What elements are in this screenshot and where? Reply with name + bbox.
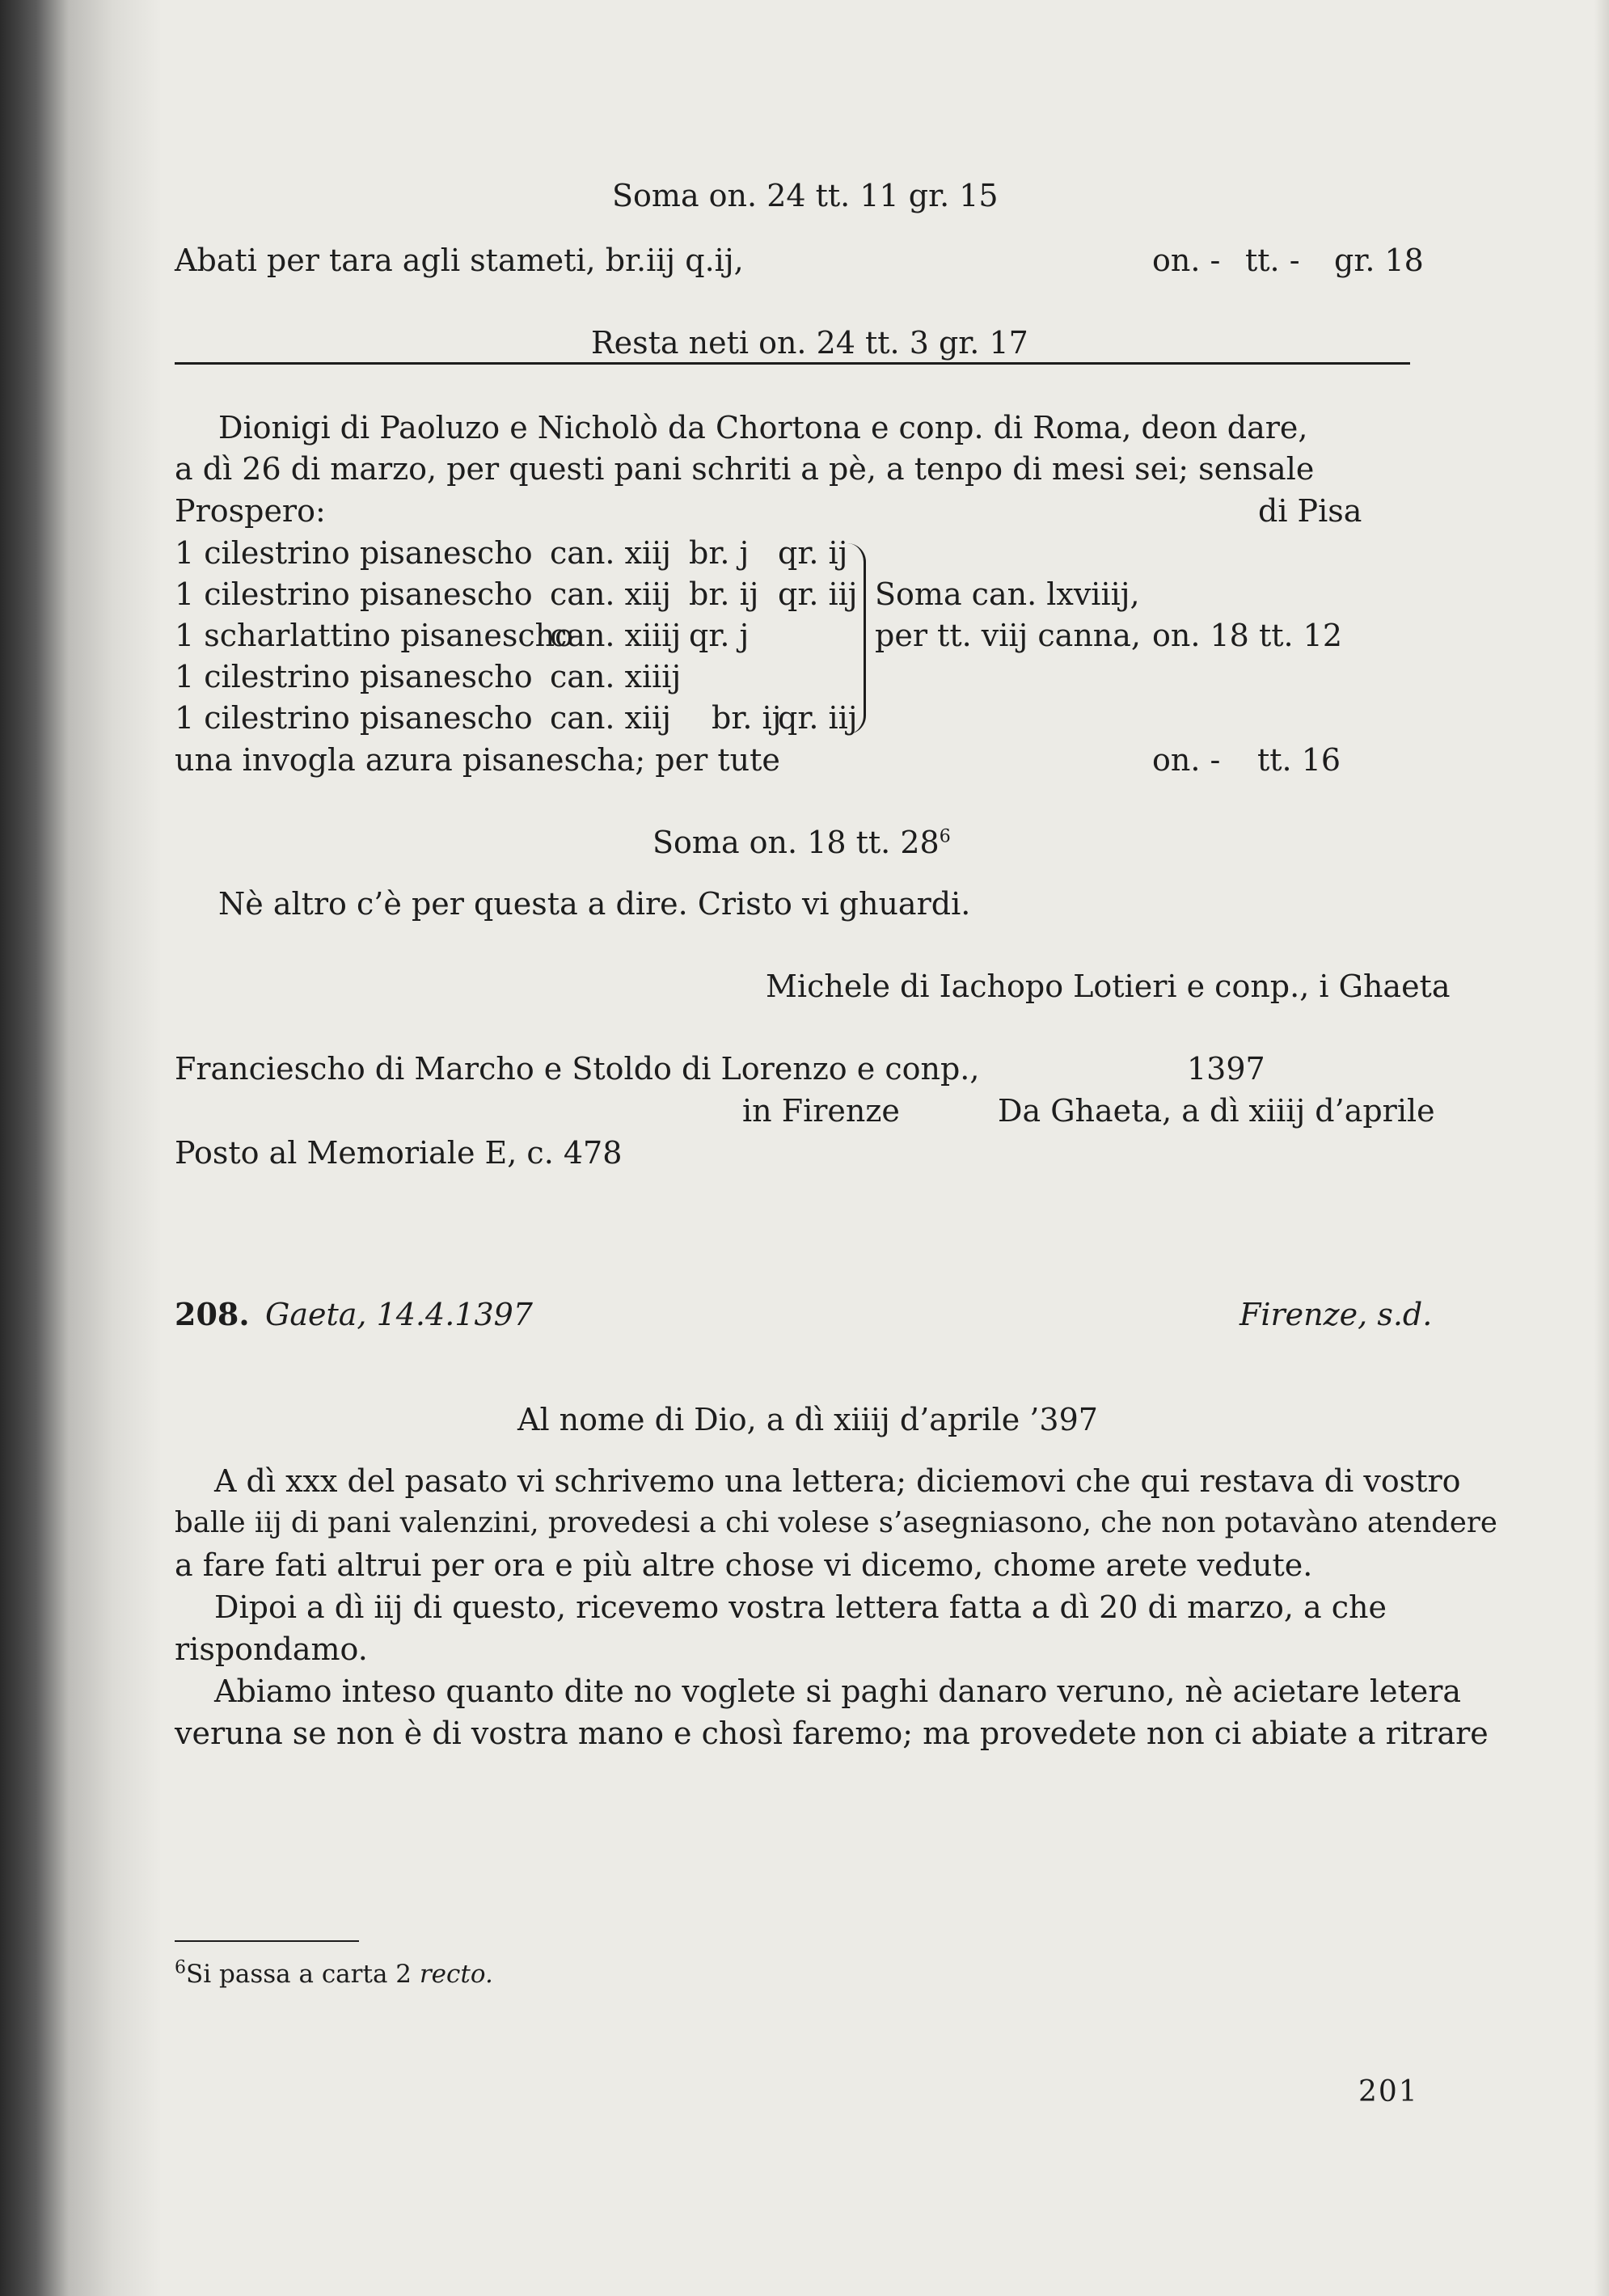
item-5-can: can. xiij <box>550 700 672 736</box>
di-pisa: di Pisa <box>1258 493 1362 529</box>
page-edge <box>1594 0 1609 2296</box>
item-4-can: can. xiiij <box>550 659 682 694</box>
letter-place-date: Gaeta, 14.4.1397 <box>265 1297 533 1332</box>
abati-gr: gr. 18 <box>1334 243 1424 278</box>
sale-line-1: Dionigi di Paoluzo e Nicholò da Chortona e conp. di Roma, deon dare, <box>218 410 1308 445</box>
letter-line-3: a fare fati altrui per ora e più altre chose vi dicemo, chome arete vedute. <box>175 1547 1313 1583</box>
item-1-name: 1 cilestrino pisanescho <box>175 535 533 571</box>
involga-line: una invogla azura pisanescha; per tute <box>175 742 780 778</box>
prospero: Prospero: <box>175 493 326 529</box>
page-number: 201 <box>1358 2075 1419 2108</box>
item-5-name: 1 cilestrino pisanescho <box>175 700 533 736</box>
signature: Michele di Iachopo Lotieri e conp., i Ghaeta <box>766 969 1451 1004</box>
item-1-br: br. j <box>689 535 750 571</box>
item-2-br: br. ij <box>689 576 759 612</box>
involga-on: on. - <box>1152 742 1221 778</box>
footnote-text: Si passa a carta 2 <box>186 1960 420 1989</box>
abati-line: Abati per tara agli stameti, br.iij q.ij, <box>175 243 744 278</box>
item-1-can: can. xiij <box>550 535 672 571</box>
footnote <box>175 1956 493 1992</box>
item-3-can: can. xiiij <box>550 618 682 653</box>
letter-line-2: balle iij di pani valenzini, provedesi a chi volese s’asegniasono, che non potavàno atendere <box>175 1506 1497 1539</box>
item-2-can: can. xiij <box>550 576 672 612</box>
footnote-mark: 6 <box>175 1957 186 1978</box>
sale-line-2: a dì 26 di marzo, per questi pani schriti a pè, a tenpo di mesi sei; sensale <box>175 451 1315 487</box>
item-3-name: 1 scharlattino pisanescho <box>175 618 573 653</box>
letter-destination: Firenze, s.d. <box>1239 1297 1433 1332</box>
soma-total-1: Soma on. 24 tt. 11 gr. 15 <box>612 178 999 213</box>
footnote-recto: recto. <box>419 1960 493 1989</box>
abati-tt: tt. - <box>1245 243 1300 278</box>
book-gutter-shadow <box>0 0 162 2296</box>
footnote-ref-6: 6 <box>939 826 951 847</box>
items-brace <box>847 543 866 734</box>
ne-altro: Nè altro c’è per questa a dire. Cristo vi ghuardi. <box>218 886 971 922</box>
footnote-rule <box>175 1940 359 1942</box>
item-3-br: qr. j <box>689 618 750 653</box>
brace-rate: per tt. viij canna, <box>875 618 1142 653</box>
posto-memoriale: Posto al Memoriale E, c. 478 <box>175 1135 623 1171</box>
item-5-qr: qr. iij <box>778 700 858 736</box>
item-2-name: 1 cilestrino pisanescho <box>175 576 533 612</box>
item-4-name: 1 cilestrino pisanescho <box>175 659 533 694</box>
item-5-br: br. ij <box>712 700 782 736</box>
soma-total-2-text: Soma on. 18 tt. 28 <box>652 825 940 860</box>
abati-on: on. - <box>1152 243 1221 278</box>
account-rule <box>175 362 1410 365</box>
involga-tt: tt. 16 <box>1257 742 1341 778</box>
item-1-qr: qr. ij <box>778 535 848 571</box>
soma-total-2 <box>652 825 951 860</box>
letter-line-7: veruna se non è di vostra mano e chosì faremo; ma provedete non ci abiate a ritrare <box>175 1716 1489 1751</box>
brace-total: on. 18 tt. 12 <box>1152 618 1342 653</box>
in-firenze: in Firenze <box>742 1093 900 1129</box>
addressee: Francieschο di Marcho e Stoldo di Lorenzo e conp., <box>175 1051 980 1087</box>
item-2-qr: qr. iij <box>778 576 858 612</box>
letter-number: 208. <box>175 1296 250 1332</box>
letter-line-4: Dipoi a dì iij di questo, ricevemo vostra lettera fatta a dì 20 di marzo, a che <box>214 1589 1387 1625</box>
brace-soma: Soma can. lxviiij, <box>875 576 1140 612</box>
letter-line-1: A dì xxx del pasato vi schrivemo una lettera; diciemovi che qui restava di vostro <box>214 1463 1461 1499</box>
letter-line-6: Abiamo inteso quanto dite no voglete si paghi danaro veruno, nè acietare letera <box>214 1673 1462 1709</box>
resta-neti: Resta neti on. 24 tt. 3 gr. 17 <box>591 325 1028 361</box>
letter-invocation: Al nome di Dio, a dì xiiij d’aprile ’397 <box>517 1402 1098 1437</box>
da-ghaeta: Da Ghaeta, a dì xiiij d’aprile <box>998 1093 1435 1129</box>
letter-line-5: rispondamo. <box>175 1631 368 1667</box>
year: 1397 <box>1187 1051 1265 1087</box>
